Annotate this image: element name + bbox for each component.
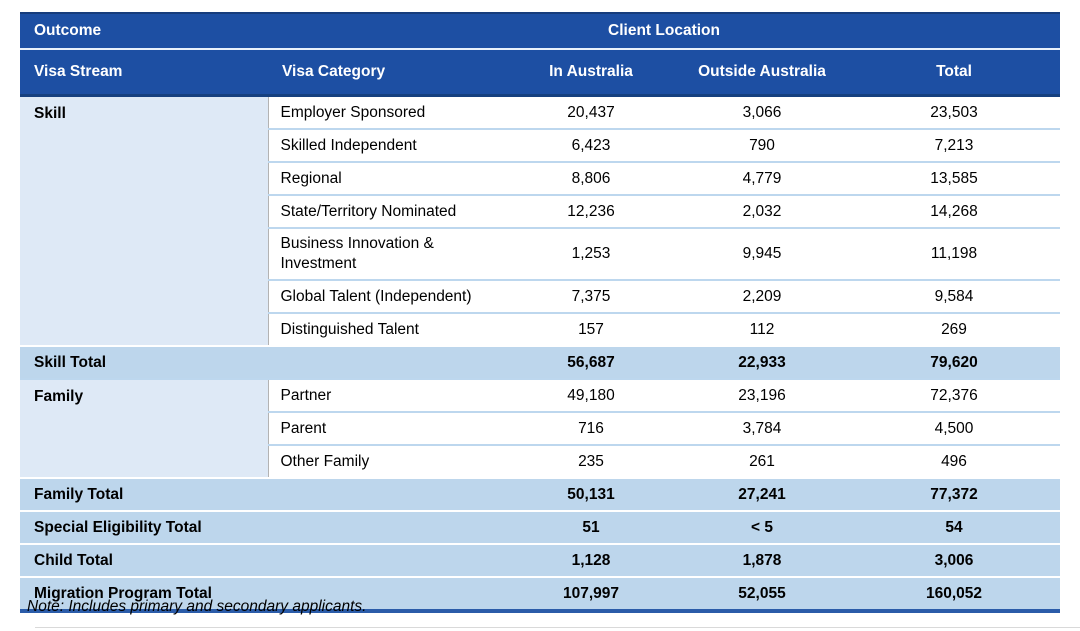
visa-category-cell: Skilled Independent [268,129,506,162]
header-total: Total [848,49,1060,96]
in-australia-cell: 20,437 [506,96,676,130]
visa-category-cell: Distinguished Talent [268,313,506,346]
in-australia-cell: 1,128 [506,544,676,577]
outside-australia-cell: 261 [676,445,848,478]
outside-australia-cell: 4,779 [676,162,848,195]
visa-stream-cell: Skill [20,96,268,347]
table-row [20,379,1060,412]
total-cell: 14,268 [848,195,1060,228]
total-row-special-eligibility [20,511,1060,544]
header-visa-category: Visa Category [268,49,506,96]
in-australia-cell: 7,375 [506,280,676,313]
outside-australia-cell: 22,933 [676,346,848,379]
visa-category-cell: Employer Sponsored [268,96,506,130]
in-australia-cell: 107,997 [506,577,676,611]
table-body [20,96,1060,612]
total-cell: 9,584 [848,280,1060,313]
outside-australia-cell: 3,066 [676,96,848,130]
visa-category-cell: Parent [268,412,506,445]
outside-australia-cell: 3,784 [676,412,848,445]
header-in-australia: In Australia [506,49,676,96]
outside-australia-cell: 1,878 [676,544,848,577]
visa-category-cell: Global Talent (Independent) [268,280,506,313]
visa-category-cell: Partner [268,379,506,412]
total-cell: 23,503 [848,96,1060,130]
total-cell: 77,372 [848,478,1060,511]
in-australia-cell: 716 [506,412,676,445]
total-label-cell: Skill Total [20,346,506,379]
visa-category-cell: Regional [268,162,506,195]
total-cell: 72,376 [848,379,1060,412]
outside-australia-cell: 790 [676,129,848,162]
total-row-family [20,478,1060,511]
visa-category-cell: State/Territory Nominated [268,195,506,228]
total-cell: 11,198 [848,228,1060,280]
visa-stream-cell: Family [20,379,268,478]
outside-australia-cell: 2,209 [676,280,848,313]
total-label-cell: Special Eligibility Total [20,511,506,544]
table-row [20,96,1060,130]
total-cell: 13,585 [848,162,1060,195]
outside-australia-cell: < 5 [676,511,848,544]
outside-australia-cell: 27,241 [676,478,848,511]
in-australia-cell: 1,253 [506,228,676,280]
migration-program-table [20,12,1060,613]
header-outcome: Outcome [20,13,268,49]
in-australia-cell: 6,423 [506,129,676,162]
total-cell: 7,213 [848,129,1060,162]
total-cell: 160,052 [848,577,1060,611]
total-label-cell: Child Total [20,544,506,577]
header-row-columns [20,49,1060,96]
total-cell: 496 [848,445,1060,478]
visa-category-cell: Other Family [268,445,506,478]
footnote: Note: Includes primary and secondary applicants. [27,598,367,615]
in-australia-cell: 49,180 [506,379,676,412]
in-australia-cell: 235 [506,445,676,478]
total-row-skill [20,346,1060,379]
in-australia-cell: 157 [506,313,676,346]
in-australia-cell: 8,806 [506,162,676,195]
total-cell: 3,006 [848,544,1060,577]
total-cell: 54 [848,511,1060,544]
outside-australia-cell: 112 [676,313,848,346]
in-australia-cell: 12,236 [506,195,676,228]
outside-australia-cell: 23,196 [676,379,848,412]
table-header [20,13,1060,96]
header-client-location: Client Location [268,13,1060,49]
outside-australia-cell: 2,032 [676,195,848,228]
footer-divider [35,627,1080,628]
total-cell: 79,620 [848,346,1060,379]
outside-australia-cell: 52,055 [676,577,848,611]
total-cell: 4,500 [848,412,1060,445]
outside-australia-cell: 9,945 [676,228,848,280]
in-australia-cell: 50,131 [506,478,676,511]
total-label-cell: Migration Program Total [20,577,506,611]
header-row-outcome [20,13,1060,49]
header-outside-australia: Outside Australia [676,49,848,96]
total-row-child [20,544,1060,577]
visa-category-cell: Business Innovation & Investment [268,228,506,280]
header-visa-stream: Visa Stream [20,49,268,96]
total-cell: 269 [848,313,1060,346]
total-label-cell: Family Total [20,478,506,511]
in-australia-cell: 56,687 [506,346,676,379]
in-australia-cell: 51 [506,511,676,544]
